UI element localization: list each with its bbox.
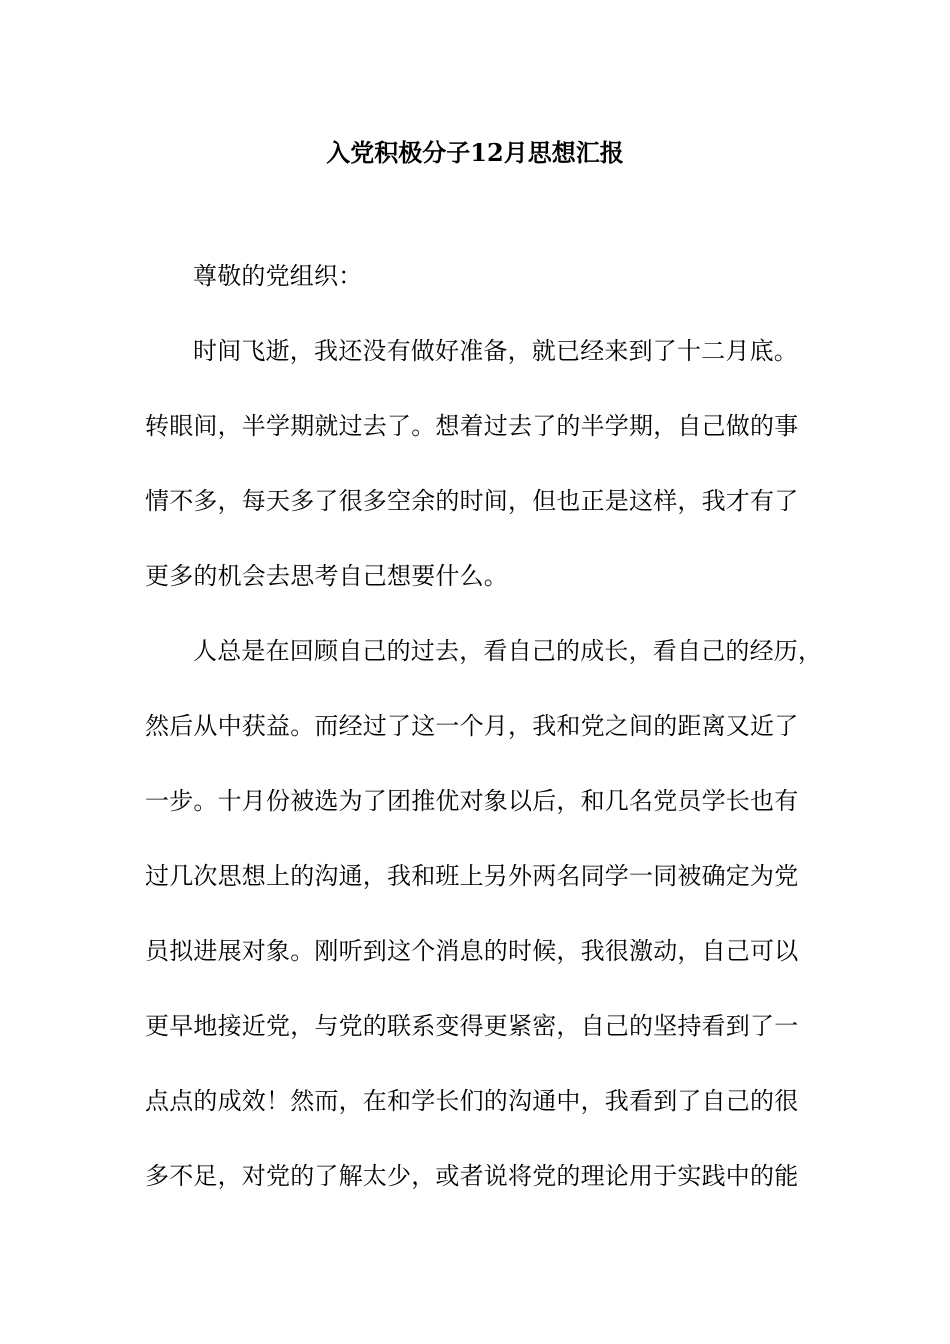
paragraph-line: 点点的成效！然而，在和学长们的沟通中，我看到了自己的很 — [145, 1087, 799, 1115]
paragraph-line: 一步。十月份被选为了团推优对象以后，和几名党员学长也有 — [145, 787, 799, 815]
paragraph-line: 转眼间，半学期就过去了。想着过去了的半学期，自己做的事 — [145, 412, 799, 440]
paragraph-line: 情不多，每天多了很多空余的时间，但也正是这样，我才有了 — [145, 487, 799, 515]
paragraph-line: 更多的机会去思考自己想要什么。 — [145, 562, 508, 590]
paragraph-line: 过几次思想上的沟通，我和班上另外两名同学一同被确定为党 — [145, 862, 799, 890]
document-title: 入党积极分子12月思想汇报 — [326, 138, 624, 167]
paragraph-line: 更早地接近党，与党的联系变得更紧密，自己的坚持看到了一 — [145, 1012, 799, 1040]
paragraph-line: 时间飞逝，我还没有做好准备，就已经来到了十二月底。 — [193, 337, 798, 365]
paragraph-line: 员拟进展对象。刚听到这个消息的时候，我很激动，自己可以 — [145, 937, 799, 965]
paragraph-line: 多不足，对党的了解太少，或者说将党的理论用于实践中的能 — [145, 1162, 799, 1190]
paragraph-line: 人总是在回顾自己的过去，看自己的成长，看自己的经历， — [193, 637, 823, 665]
salutation: 尊敬的党组织： — [193, 262, 363, 290]
paragraph-line: 然后从中获益。而经过了这一个月，我和党之间的距离又近了 — [145, 712, 799, 740]
